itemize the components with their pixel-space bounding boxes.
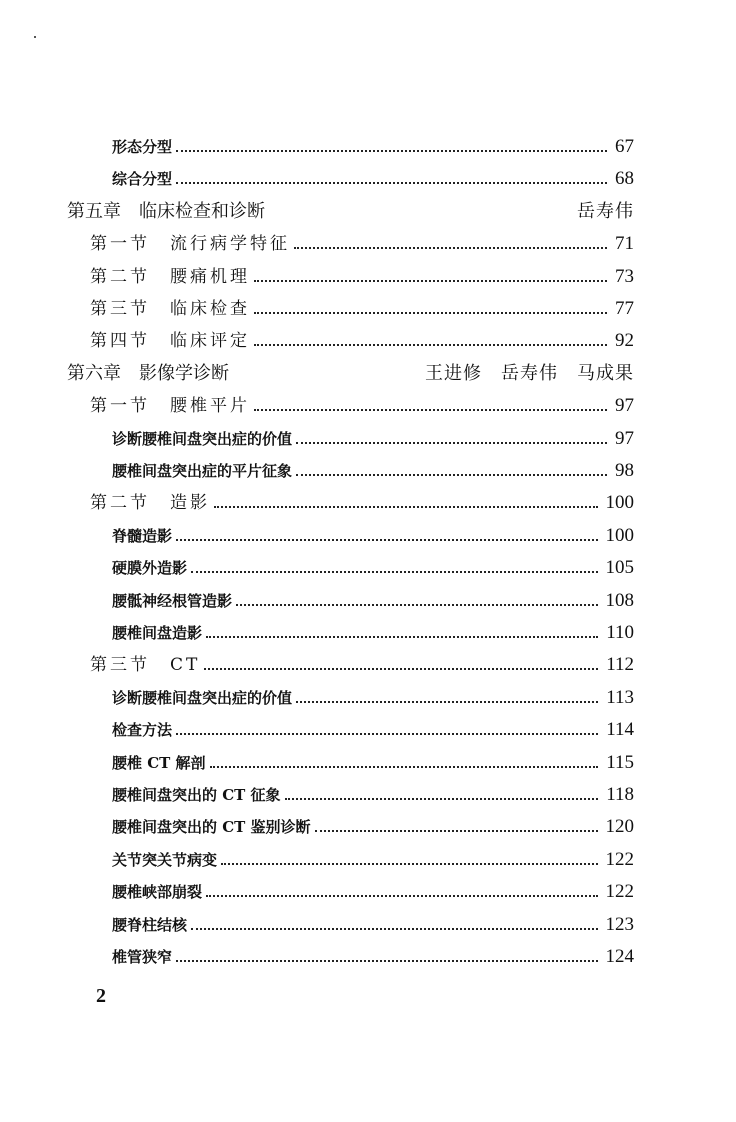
entry-page: 71 (615, 233, 634, 255)
toc-chapter (0, 358, 634, 384)
toc-section (0, 390, 634, 416)
dot-leader (315, 830, 598, 832)
entry-page: 97 (615, 395, 634, 417)
entry-page: 73 (615, 265, 634, 287)
dot-leader (236, 604, 597, 606)
dot-leader (176, 150, 607, 152)
entry-page: 115 (606, 751, 634, 773)
entry-page: 77 (615, 298, 634, 319)
entry-title: 腰椎间盘造影 (112, 624, 203, 642)
toc-subsection (0, 423, 634, 449)
dot-leader (191, 571, 597, 573)
entry-author: 岳寿伟 (577, 200, 634, 222)
entry-title: 第四节 临床评定 (90, 331, 250, 352)
entry-title: 第六章 影像学诊断 (67, 362, 229, 384)
dot-leader (254, 312, 607, 314)
toc-section (0, 487, 634, 513)
dot-leader (176, 182, 607, 184)
dot-leader (296, 474, 607, 476)
entry-title: 腰椎峡部崩裂 (112, 883, 203, 902)
dot-leader (296, 442, 607, 444)
dot-leader (254, 409, 607, 411)
toc-subsection (0, 617, 634, 643)
entry-title: 第三节 临床检查 (90, 299, 250, 319)
entry-title: 腰脊柱结核 (112, 915, 188, 934)
dot-leader (191, 928, 597, 930)
entry-page: 123 (605, 913, 634, 935)
toc-subsection (0, 520, 634, 546)
dot-leader (206, 895, 597, 897)
toc-subsection (0, 163, 634, 189)
entry-title: 诊断腰椎间盘突出症的价值 (112, 429, 293, 448)
toc-subsection (0, 714, 634, 740)
entry-page: 112 (606, 654, 634, 676)
entry-title: 椎管狭窄 (112, 948, 173, 966)
toc-section (0, 228, 634, 254)
entry-page: 100 (605, 524, 634, 546)
entry-page: 67 (615, 136, 634, 157)
dot-leader (210, 766, 599, 768)
toc-section (0, 261, 634, 287)
toc-subsection (0, 909, 634, 935)
dot-leader (221, 863, 597, 865)
toc-subsection (0, 682, 634, 708)
toc-subsection (0, 941, 634, 967)
entry-page: 114 (606, 719, 634, 741)
toc-subsection (0, 747, 634, 773)
entry-title: 第二节 腰痛机理 (90, 266, 250, 287)
entry-title: 第一节 腰椎平片 (90, 396, 250, 417)
toc-section (0, 649, 634, 675)
dot-leader (176, 960, 597, 962)
entry-title: 第三节 CT (90, 655, 201, 676)
toc-subsection (0, 876, 634, 902)
entry-title: 腰椎间盘突出症的平片征象 (112, 462, 293, 480)
toc-subsection (0, 585, 634, 611)
toc-section (0, 325, 634, 351)
entry-title: 第五章 临床检查和诊断 (67, 200, 265, 222)
entry-title: 腰骶神经根管造影 (112, 591, 233, 610)
entry-title: 脊髓造影 (112, 526, 173, 545)
entry-page: 124 (605, 946, 634, 967)
entry-title: 第一节 流行病学特征 (90, 234, 290, 255)
entry-page: 105 (605, 557, 634, 579)
entry-author: 王进修 岳寿伟 马成果 (425, 362, 634, 384)
entry-page: 108 (605, 589, 634, 611)
entry-page: 113 (606, 686, 634, 708)
toc-subsection (0, 844, 634, 870)
entry-page: 120 (605, 816, 634, 838)
toc-chapter (0, 196, 634, 222)
entry-page: 97 (615, 427, 634, 449)
entry-title: 硬膜外造影 (112, 559, 188, 578)
dot-leader (206, 636, 598, 638)
dot-leader (214, 506, 598, 508)
dot-leader (296, 701, 598, 703)
entry-page: 100 (605, 492, 634, 514)
entry-title: 腰椎间盘突出的 CT 征象 (112, 786, 281, 804)
entry-page: 122 (605, 848, 634, 870)
entry-page: 110 (606, 622, 634, 643)
entry-title: 腰椎间盘突出的 CT 鉴别诊断 (112, 818, 311, 837)
toc-subsection (0, 131, 634, 157)
toc-subsection (0, 552, 634, 578)
toc-subsection (0, 779, 634, 805)
entry-title: 形态分型 (112, 138, 173, 156)
entry-page: 68 (615, 168, 634, 190)
entry-title: 第二节 造影 (90, 493, 210, 514)
toc-subsection (0, 811, 634, 837)
dot-leader (294, 247, 607, 249)
dot-leader (176, 733, 598, 735)
page-number: 2 (96, 985, 106, 1007)
entry-page: 98 (615, 460, 634, 481)
dot-leader (176, 539, 597, 541)
toc-subsection (0, 455, 634, 481)
dot-leader (285, 798, 599, 800)
entry-page: 118 (606, 784, 634, 805)
dot-leader (254, 344, 607, 346)
scan-speck (34, 36, 36, 38)
toc-section (0, 293, 634, 319)
dot-leader (254, 280, 607, 282)
entry-title: 诊断腰椎间盘突出症的价值 (112, 688, 293, 707)
entry-title: 腰椎 CT 解剖 (112, 753, 206, 772)
dot-leader (204, 668, 598, 670)
entry-title: 综合分型 (112, 170, 173, 189)
entry-page: 92 (615, 330, 634, 352)
entry-page: 122 (605, 881, 634, 903)
entry-title: 关节突关节病变 (112, 850, 218, 869)
entry-title: 检查方法 (112, 721, 173, 740)
